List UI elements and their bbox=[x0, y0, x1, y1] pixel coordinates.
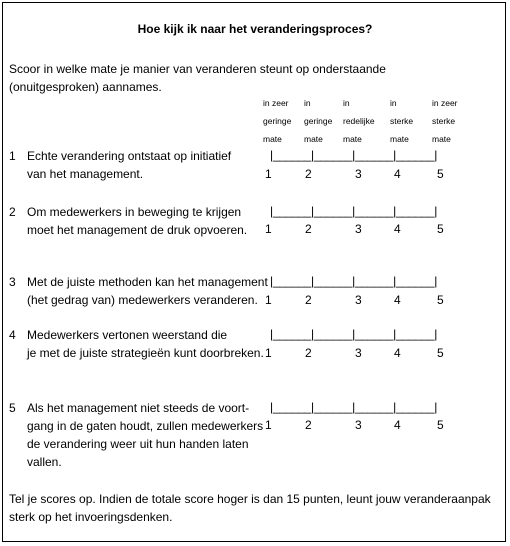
question-text: Medewerkers vertonen weerstand die je met de juiste strategieën kunt doorbreken. bbox=[27, 328, 264, 360]
footer-instructions: Tel je scores op. Indien de totale score hoger is dan 15 punten, leunt jouw veranderaanpak sterk op het invoeringsdenken. bbox=[9, 492, 491, 524]
scale-number[interactable]: 1 bbox=[265, 293, 272, 307]
rating-scale[interactable]: |______|______|______|______| bbox=[270, 327, 438, 341]
scale-number[interactable]: 2 bbox=[305, 167, 312, 181]
scale-number[interactable]: 3 bbox=[355, 293, 362, 307]
scale-number[interactable]: 4 bbox=[394, 346, 401, 360]
question-number: 4 bbox=[9, 328, 16, 342]
column-header-1: in zeer geringe mate bbox=[263, 98, 292, 144]
scale-number[interactable]: 1 bbox=[265, 346, 272, 360]
scale-number[interactable]: 2 bbox=[305, 293, 312, 307]
scale-number[interactable]: 4 bbox=[394, 167, 401, 181]
question-text: Als het management niet steeds de voort- gang in de gaten houdt, zullen medewerkers de verandering weer uit hun handen laten vallen. bbox=[27, 401, 264, 469]
rating-scale[interactable]: |______|______|______|______| bbox=[270, 274, 438, 288]
column-header-2: in geringe mate bbox=[304, 98, 333, 144]
question-text: Om medewerkers in beweging te krijgen moet het management de druk opvoeren. bbox=[27, 205, 248, 237]
intro-text: Scoor in welke mate je manier van veranderen steunt op onderstaande (onuitgesproken) aannames. bbox=[9, 62, 386, 94]
scale-number[interactable]: 3 bbox=[355, 222, 362, 236]
column-header-3: in redelijke mate bbox=[343, 98, 375, 144]
question-number: 1 bbox=[9, 149, 16, 163]
scale-number[interactable]: 3 bbox=[355, 346, 362, 360]
scale-number[interactable]: 4 bbox=[394, 418, 401, 432]
scale-number[interactable]: 1 bbox=[265, 418, 272, 432]
rating-scale[interactable]: |______|______|______|______| bbox=[270, 204, 438, 218]
question-number: 3 bbox=[9, 275, 16, 289]
scale-number[interactable]: 4 bbox=[394, 222, 401, 236]
scale-number[interactable]: 2 bbox=[305, 346, 312, 360]
scale-number[interactable]: 5 bbox=[437, 418, 444, 432]
scale-number[interactable]: 5 bbox=[437, 167, 444, 181]
scale-number[interactable]: 2 bbox=[305, 418, 312, 432]
page-title: Hoe kijk ik naar het veranderingsproces? bbox=[137, 22, 373, 36]
rating-scale[interactable]: |______|______|______|______| bbox=[270, 148, 438, 162]
scale-number[interactable]: 5 bbox=[437, 293, 444, 307]
scale-number[interactable]: 3 bbox=[355, 418, 362, 432]
scale-number[interactable]: 1 bbox=[265, 167, 272, 181]
scale-number[interactable]: 5 bbox=[437, 346, 444, 360]
scale-number[interactable]: 2 bbox=[305, 222, 312, 236]
scale-number[interactable]: 1 bbox=[265, 222, 272, 236]
rating-scale[interactable]: |______|______|______|______| bbox=[270, 400, 438, 414]
column-header-4: in sterke mate bbox=[390, 98, 414, 144]
question-number: 2 bbox=[9, 205, 16, 219]
scale-number[interactable]: 5 bbox=[437, 222, 444, 236]
column-header-5: in zeer sterke mate bbox=[432, 98, 458, 144]
scale-number[interactable]: 4 bbox=[394, 293, 401, 307]
question-number: 5 bbox=[9, 401, 16, 415]
question-text: Echte verandering ontstaat op initiatief van het management. bbox=[27, 149, 232, 181]
scale-number[interactable]: 3 bbox=[355, 167, 362, 181]
question-text: Met de juiste methoden kan het management (het gedrag van) medewerkers veranderen. bbox=[27, 275, 268, 307]
